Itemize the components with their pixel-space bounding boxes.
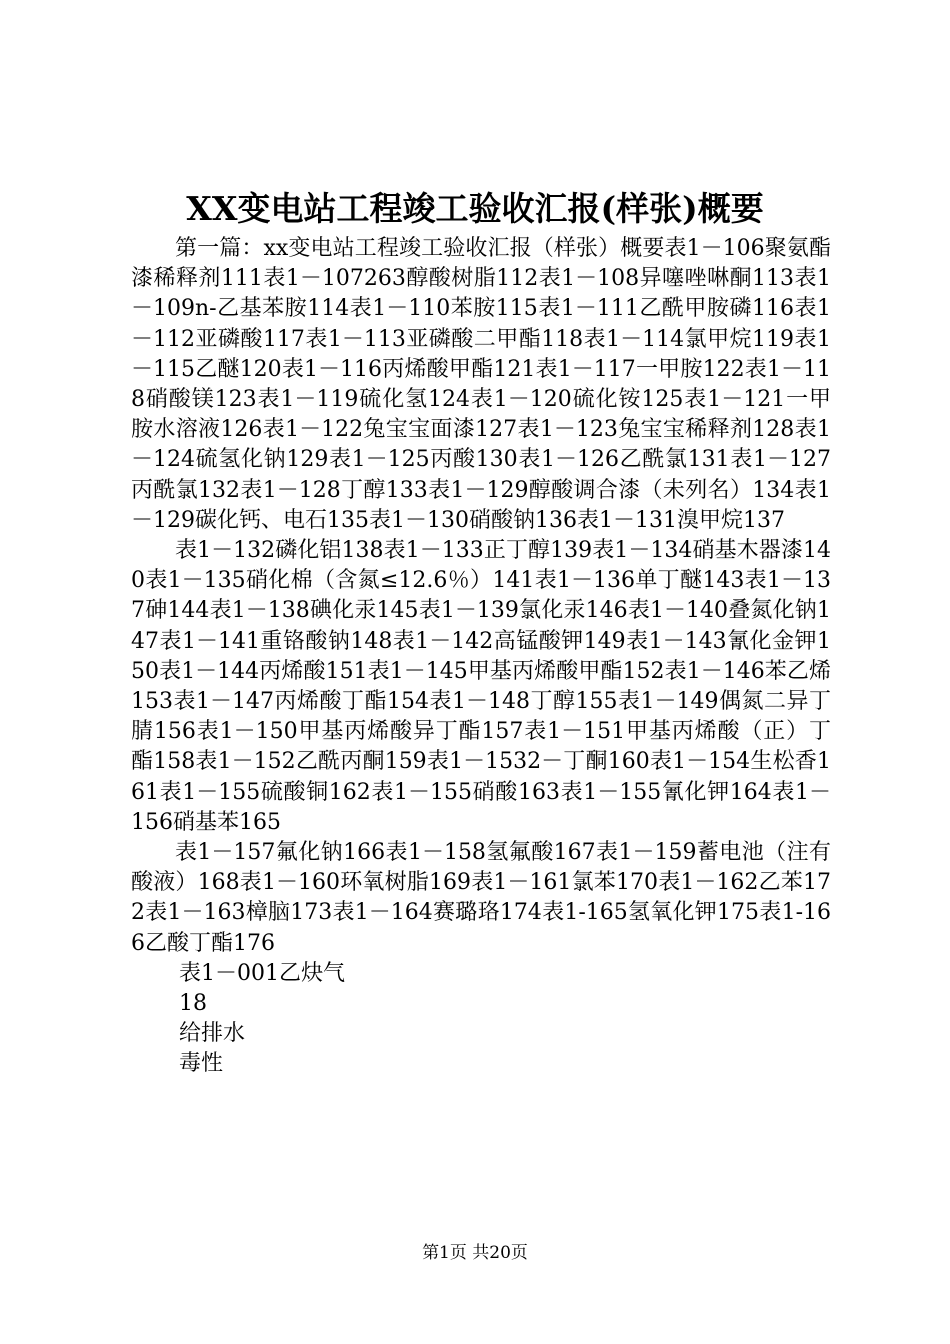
body-paragraph-1: 第一篇：xx变电站工程竣工验收汇报（样张）概要表1－106聚氨酯漆稀释剂111表1－107263醇酸树脂112表1－108异噻唑啉酮113表1－109n-乙基苯胺114表1－110苯胺115表1－111乙酰甲胺磷116表1－112亚磷酸117表1－113亚磷酸二甲酯118表1－114氯甲烷119表1－115乙醚120表1－116丙烯酸甲酯121表1－117一甲胺122表1－118硝酸镁123表1－119硫化氢124表1－120硫化铵125表1－121一甲胺水溶液126表1－122兔宝宝面漆127表1－123兔宝宝稀释剂128表1－124硫氢化钠129表1－125丙酸130表1－126乙酰氯131表1－127丙酰氯132表1－128丁醇133表1－129醇酸调合漆（未列名）134表1－129碳化钙、电石135表1－130硝酸钠136表1－131溴甲烷137 xyxy=(131,236,831,533)
body-line-4: 毒性 xyxy=(179,1051,224,1077)
document-body xyxy=(131,234,831,1080)
body-line-3: 给排水 xyxy=(179,1021,246,1047)
body-paragraph-3: 表1－157氟化钠166表1－158氢氟酸167表1－159蓄电池（注有酸液）168表1－160环氧树脂169表1－161氯苯170表1－162乙苯172表1－163樟脑173表1－164赛璐珞174表1-165氢氧化钾175表1-166乙酸丁酯176 xyxy=(131,840,831,956)
body-line-2: 18 xyxy=(179,991,207,1017)
page-footer: 第1页 共20页 xyxy=(422,1243,528,1263)
body-line-1: 表1－001乙炔气 xyxy=(179,960,345,986)
document-title: XX变电站工程竣工验收汇报(样张)概要 xyxy=(186,189,764,228)
body-paragraph-2: 表1－132磷化铝138表1－133正丁醇139表1－134硝基木器漆140表1－135硝化棉（含氮≤12.6％）141表1－136单丁醚143表1－137砷144表1－138碘化汞145表1－139氯化汞146表1－140叠氮化钠147表1－141重铬酸钠148表1－142高锰酸钾149表1－143氰化金钾150表1－144丙烯酸151表1－145甲基丙烯酸甲酯152表1－146苯乙烯153表1－147丙烯酸丁酯154表1－148丁醇155表1－149偶氮二异丁腈156表1－150甲基丙烯酸异丁酯157表1－151甲基丙烯酸（正）丁酯158表1－152乙酰丙酮159表1－1532－丁酮160表1－154生松香161表1－155硫酸铜162表1－155硝酸163表1－155氰化钾164表1－156硝基苯165 xyxy=(131,538,831,835)
